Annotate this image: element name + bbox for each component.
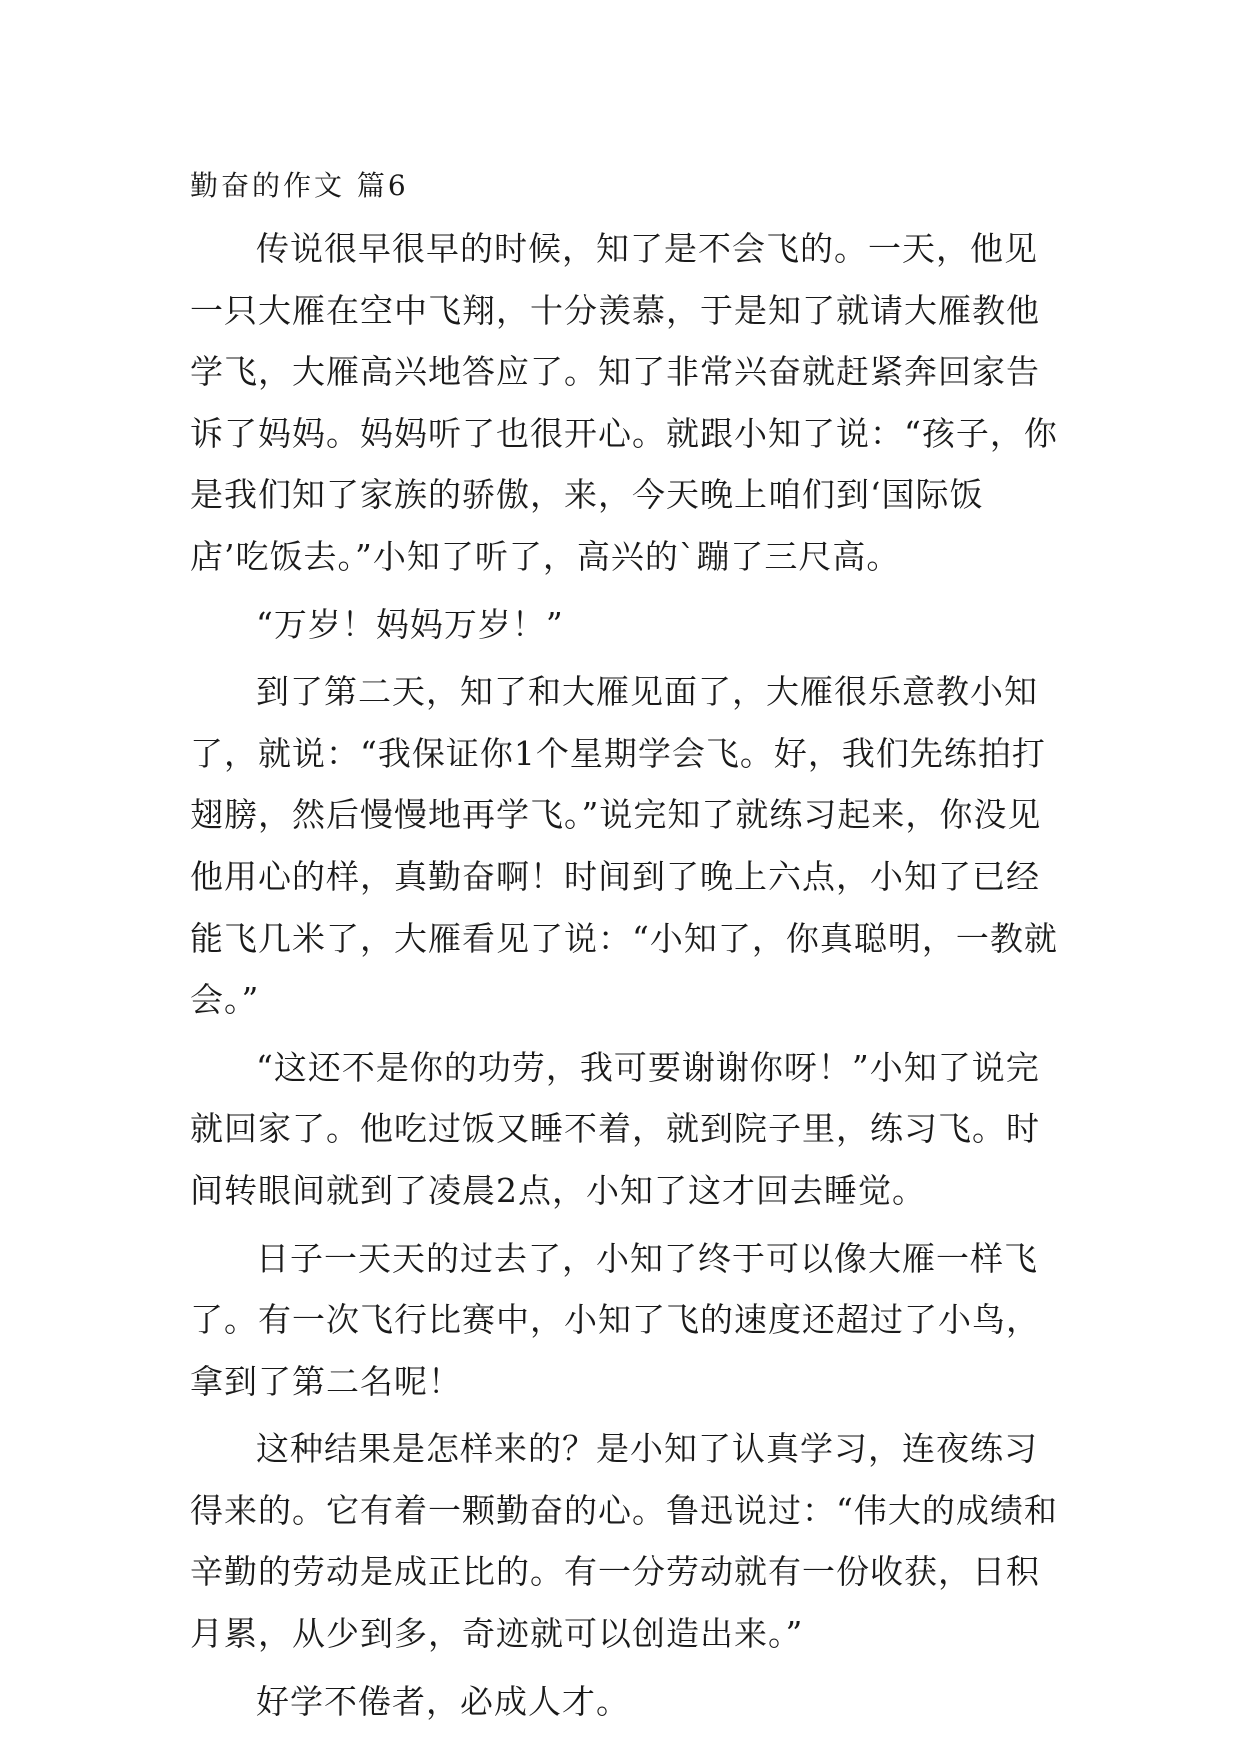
paragraph-2: “万岁！妈妈万岁！” bbox=[256, 604, 564, 644]
paragraph-4: “这还不是你的功劳，我可要谢谢你呀！”小知了说完就回家了。他吃过饭又睡不着，就到院子里，练习飞。时间转眼间就到了凌晨2点，小知了这才回去睡觉。 bbox=[190, 1047, 1040, 1210]
document-body bbox=[190, 160, 1060, 1732]
paragraph-7: 好学不倦者，必成人才。 bbox=[256, 1681, 630, 1721]
paragraph-5: 日子一天天的过去了，小知了终于可以像大雁一样飞了。有一次飞行比赛中，小知了飞的速度还超过了小鸟，拿到了第二名呢！ bbox=[190, 1238, 1040, 1401]
paragraph-3: 到了第二天，知了和大雁见面了，大雁很乐意教小知了，就说：“我保证你1个星期学会飞。好，我们先练拍打翅膀，然后慢慢地再学飞。”说完知了就练习起来，你没见他用心的样，真勤奋啊！时间到了晚上六点，小知了已经能飞几米了，大雁看见了说：“小知了，你真聪明，一教就会。” bbox=[190, 672, 1058, 1020]
document-title: 勤奋的作文 篇6 bbox=[190, 169, 409, 202]
paragraph-1: 传说很早很早的时候，知了是不会飞的。一天，他见一只大雁在空中飞翔，十分羡慕，于是知了就请大雁教他学飞，大雁高兴地答应了。知了非常兴奋就赶紧奔回家告诉了妈妈。妈妈听了也很开心。就跟小知了说：“孩子，你是我们知了家族的骄傲，来，今天晚上咱们到‘国际饭店’吃饭去。”小知了听了，高兴的`蹦了三尺高。 bbox=[190, 229, 1058, 576]
paragraph-6: 这种结果是怎样来的？是小知了认真学习，连夜练习得来的。它有着一颗勤奋的心。鲁迅说过：“伟大的成绩和辛勤的劳动是成正比的。有一分劳动就有一份收获，日积月累，从少到多，奇迹就可以创造出来。” bbox=[190, 1429, 1058, 1654]
